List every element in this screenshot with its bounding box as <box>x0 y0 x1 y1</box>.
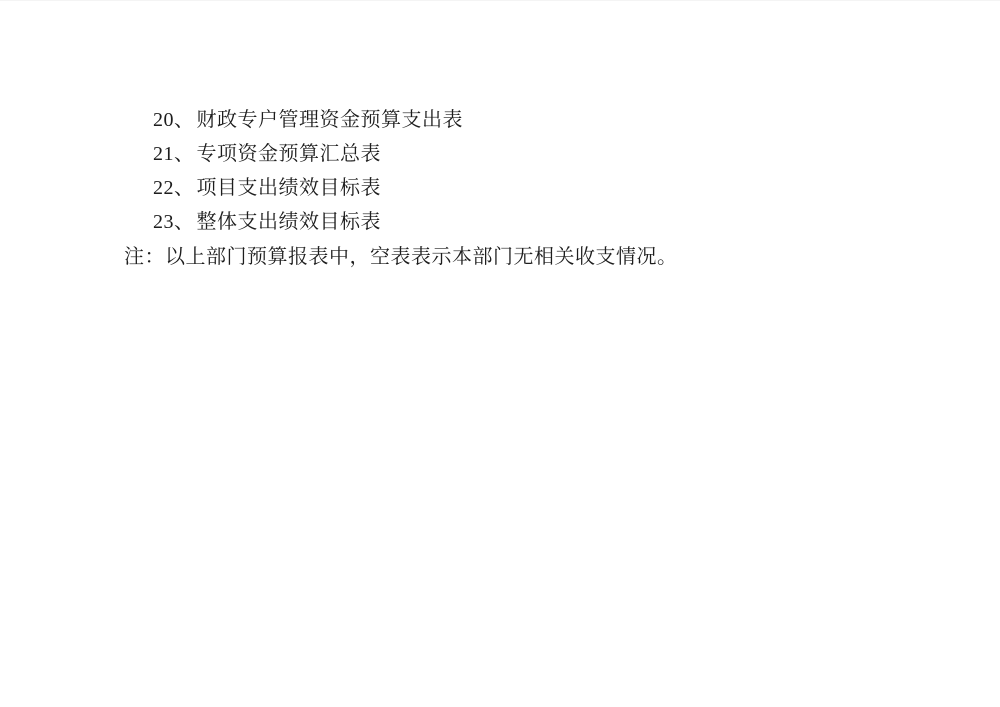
item-number: 22、 <box>153 177 195 199</box>
item-title: 财政专户管理资金预算支出表 <box>196 109 463 131</box>
list-item <box>153 178 381 198</box>
document-page <box>0 1 1000 707</box>
list-item <box>153 110 463 130</box>
item-number: 23、 <box>153 211 195 233</box>
list-item <box>153 144 381 164</box>
list-item <box>153 212 381 232</box>
item-title: 项目支出绩效目标表 <box>196 177 381 199</box>
footnote: 注：以上部门预算报表中，空表表示本部门无相关收支情况。 <box>124 246 678 268</box>
item-title: 专项资金预算汇总表 <box>196 143 381 165</box>
item-number: 20、 <box>153 109 195 131</box>
item-title: 整体支出绩效目标表 <box>196 211 381 233</box>
item-number: 21、 <box>153 143 195 165</box>
